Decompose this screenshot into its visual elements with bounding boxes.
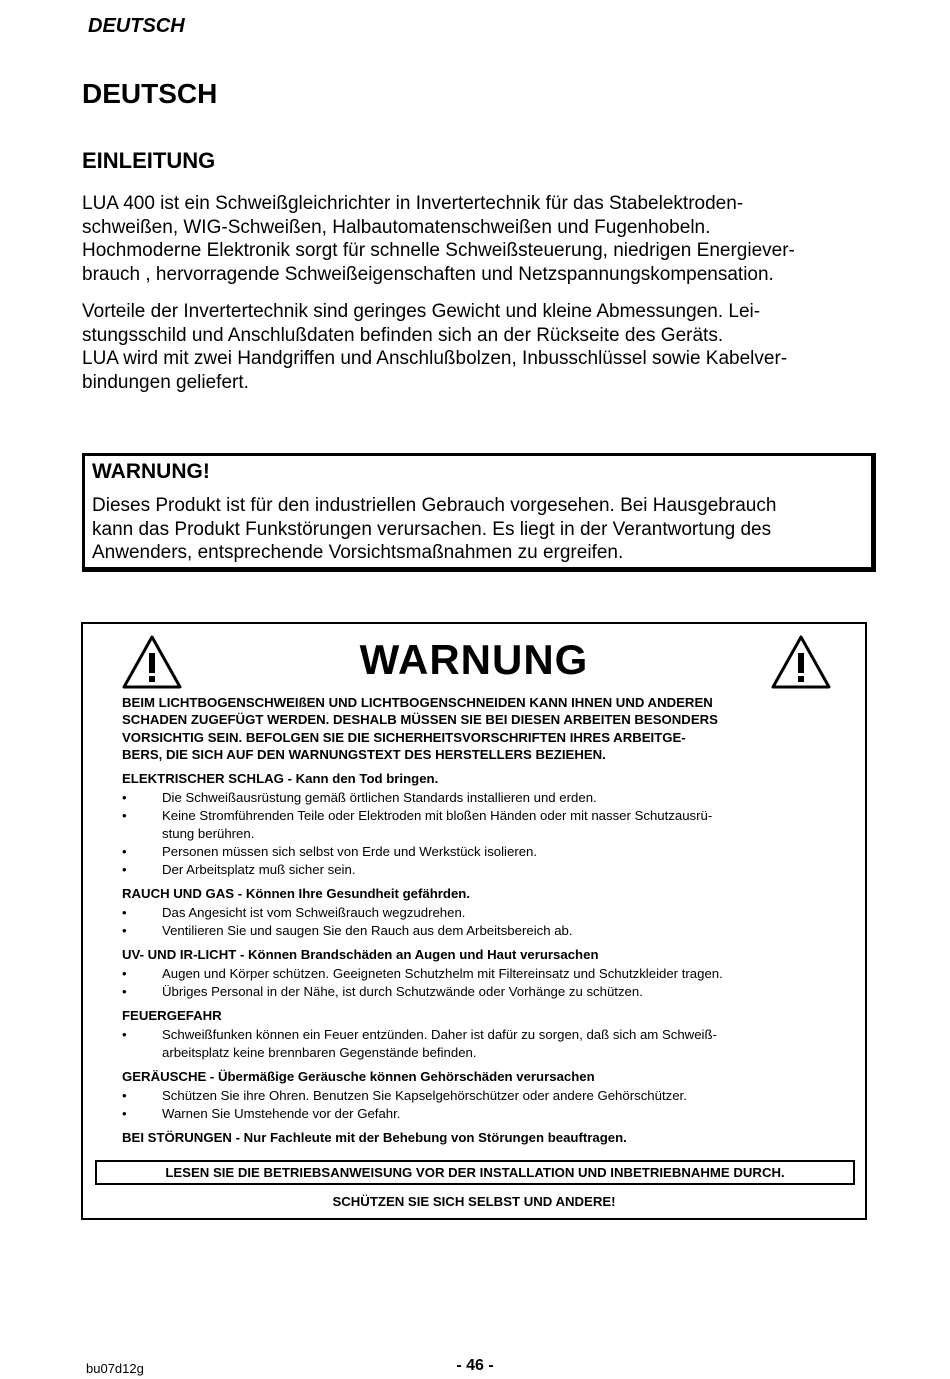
- safety-intro-line: VORSICHTIG SEIN. BEFOLGEN SIE DIE SICHERHEITSVORSCHRIFTEN IHRES ARBEITGE-: [122, 729, 686, 745]
- intro-line: Hochmoderne Elektronik sorgt für schnelle Schweißsteuerung, niedrigen Energiever-: [82, 240, 795, 261]
- bullet-text: stung berühren.: [162, 826, 255, 841]
- bullet-text: Ventilieren Sie und saugen Sie den Rauch aus dem Arbeitsbereich ab.: [162, 923, 573, 938]
- document-code: bu07d12g: [86, 1361, 144, 1376]
- intro-line: bindungen geliefert.: [82, 371, 249, 393]
- bullet-dot: •: [122, 905, 127, 920]
- bullet-dot: •: [122, 862, 127, 877]
- bullet-text: Warnen Sie Umstehende vor der Gefahr.: [162, 1106, 401, 1121]
- intro-paragraph-1: [82, 192, 882, 286]
- protect-notice: SCHÜTZEN SIE SICH SELBST UND ANDERE!: [332, 1194, 616, 1209]
- hazard-heading-electric-shock: ELEKTRISCHER SCHLAG - Kann den Tod bringen.: [122, 771, 439, 786]
- bullet-dot: •: [122, 1027, 127, 1042]
- page-title: DEUTSCH: [82, 78, 218, 109]
- safety-intro: [122, 694, 718, 763]
- read-manual-notice: LESEN SIE DIE BETRIEBSANWEISUNG VOR DER INSTALLATION UND INBETRIEBNAHME DURCH.: [95, 1160, 855, 1185]
- emc-warning-text: [92, 494, 776, 565]
- bullet-text: Schweißfunken können ein Feuer entzünden. Daher ist dafür zu sorgen, daß sich am Schweiß-: [162, 1027, 717, 1042]
- bullet-text: Schützen Sie ihre Ohren. Benutzen Sie Kapselgehörschützer oder andere Gehörschützer.: [162, 1088, 687, 1103]
- bullet-text: Personen müssen sich selbst von Erde und Werkstück isolieren.: [162, 844, 538, 859]
- hazard-heading-malfunction: BEI STÖRUNGEN - Nur Fachleute mit der Behebung von Störungen beauftragen.: [122, 1130, 627, 1145]
- bullet-text: Übriges Personal in der Nähe, ist durch Schutzwände oder Vorhänge zu schützen.: [162, 984, 643, 999]
- emc-warning-line: Anwenders, entsprechende Vorsichtsmaßnahmen zu ergreifen.: [92, 542, 624, 563]
- bullet-dot: •: [122, 1106, 127, 1121]
- bullet-dot: •: [122, 923, 127, 938]
- intro-line: LUA wird mit zwei Handgriffen und Anschlußbolzen, Inbusschlüssel sowie Kabelver-: [82, 348, 788, 369]
- bullet-text: Das Angesicht ist vom Schweißrauch wegzudrehen.: [162, 905, 466, 920]
- bullet-text: Der Arbeitsplatz muß sicher sein.: [162, 862, 356, 877]
- emc-warning-line: kann das Produkt Funkstörungen verursachen. Es liegt in der Verantwortung des: [92, 518, 772, 540]
- bullet-text: arbeitsplatz keine brennbaren Gegenstände befinden.: [162, 1045, 477, 1060]
- bullet-text: Keine Stromführenden Teile oder Elektroden mit bloßen Händen oder mit nasser Schutzausrü-: [162, 808, 713, 823]
- safety-intro-line: BEIM LICHTBOGENSCHWEIßEN UND LICHTBOGENSCHNEIDEN KANN IHNEN UND ANDEREN: [122, 695, 713, 710]
- bullet-dot: •: [122, 790, 127, 805]
- safety-heading: WARNUNG: [359, 636, 589, 683]
- bullet-text: Augen und Körper schützen. Geeigneten Schutzhelm mit Filtereinsatz und Schutzkleider tragen.: [162, 966, 723, 981]
- bullet-dot: •: [122, 966, 127, 981]
- intro-line: stungsschild und Anschlußdaten befinden sich an der Rückseite des Geräts.: [82, 324, 724, 346]
- bullet-dot: •: [122, 1088, 127, 1103]
- intro-line: brauch , hervorragende Schweißeigenschaften und Netzspannungskompensation.: [82, 263, 774, 285]
- emc-warning-title: WARNUNG!: [92, 460, 210, 483]
- intro-line: LUA 400 ist ein Schweißgleichrichter in Invertertechnik für das Stabelektroden-: [82, 193, 744, 214]
- emc-warning-line: Dieses Produkt ist für den industriellen Gebrauch vorgesehen. Bei Hausgebrauch: [92, 495, 777, 516]
- section-title: EINLEITUNG: [82, 148, 216, 173]
- safety-intro-line: SCHADEN ZUGEFÜGT WERDEN. DESHALB MÜSSEN SIE BEI DIESEN ARBEITEN BESONDERS: [122, 712, 718, 728]
- emc-warning-box: [82, 453, 876, 572]
- hazard-heading-uv-ir: UV- UND IR-LICHT - Können Brandschäden an Augen und Haut verursachen: [122, 947, 599, 962]
- bullet-dot: •: [122, 844, 127, 859]
- hazard-heading-fumes: RAUCH UND GAS - Können Ihre Gesundheit gefährden.: [122, 886, 471, 901]
- intro-line: schweißen, WIG-Schweißen, Halbautomatenschweißen und Fugenhobeln.: [82, 216, 711, 238]
- hazard-heading-fire: FEUERGEFAHR: [122, 1008, 222, 1023]
- hazard-heading-noise: GERÄUSCHE - Übermäßige Geräusche können Gehörschäden verursachen: [122, 1069, 595, 1084]
- running-header: DEUTSCH: [88, 15, 185, 37]
- bullet-dot: •: [122, 808, 127, 823]
- bullet-dot: •: [122, 984, 127, 999]
- page-number: - 46 -: [456, 1357, 494, 1374]
- bullet-text: Die Schweißausrüstung gemäß örtlichen Standards installieren und erden.: [162, 790, 597, 805]
- warning-triangle-icon: [770, 634, 832, 690]
- safety-warning-box: [81, 622, 867, 1220]
- safety-intro-line: BERS, DIE SICH AUF DEN WARNUNGSTEXT DES HERSTELLERS BEZIEHEN.: [122, 746, 606, 762]
- intro-paragraph-2: [82, 300, 882, 394]
- intro-line: Vorteile der Invertertechnik sind geringes Gewicht und kleine Abmessungen. Lei-: [82, 301, 761, 322]
